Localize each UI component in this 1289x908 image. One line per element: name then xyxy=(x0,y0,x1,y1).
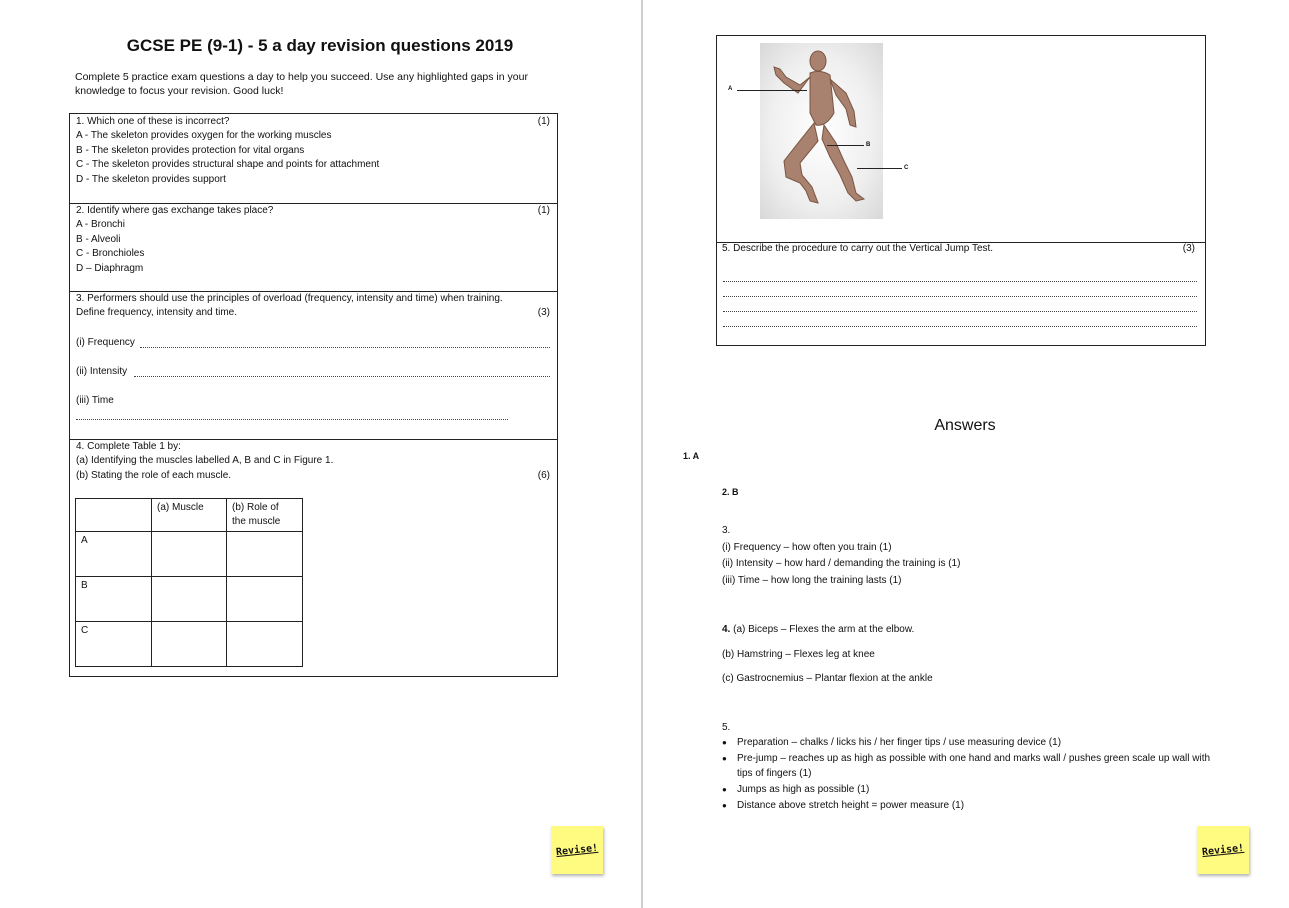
answer-5-bullet: ● Jumps as high as possible (1) xyxy=(722,782,1212,797)
answer-4 xyxy=(722,622,914,639)
option-b: B - The skeleton provides protection for vital organs xyxy=(76,145,305,156)
muscle-cell-b[interactable] xyxy=(152,577,227,622)
answer-5-number: 5. xyxy=(722,722,731,733)
intro-line: knowledge to focus your revision. Good luck! xyxy=(75,85,284,97)
table-header-role-line: the muscle xyxy=(232,516,281,527)
table-header-muscle: (a) Muscle xyxy=(152,499,227,532)
table-header-row xyxy=(76,499,303,532)
answer-4-a: (a) Biceps – Flexes the arm at the elbow. xyxy=(733,624,915,635)
time-label: (iii) Time xyxy=(76,395,114,406)
answer-5-bullet: ● Preparation – chalks / licks his / her finger tips / use measuring device (1) xyxy=(722,735,1212,750)
label-b: B xyxy=(866,142,871,148)
intro-line: Complete 5 practice exam questions a day to help you succeed. Use any highlighted gaps in your xyxy=(75,71,528,83)
answer-4-number: 4. xyxy=(722,624,731,635)
answer-line-4[interactable] xyxy=(723,326,1197,327)
frequency-answer-line[interactable] xyxy=(140,347,550,348)
revise-sticky-note xyxy=(1197,826,1249,874)
table-row xyxy=(76,622,303,667)
muscle-table xyxy=(75,498,303,667)
option-c: C - Bronchioles xyxy=(76,248,145,259)
label-a: A xyxy=(728,86,733,92)
intro-text xyxy=(75,70,550,98)
answer-3-intensity: (ii) Intensity – how hard / demanding the training is (1) xyxy=(722,558,961,569)
role-cell-c[interactable] xyxy=(227,622,303,667)
page-divider xyxy=(641,0,643,908)
option-a: A - Bronchi xyxy=(76,219,125,230)
question-4 xyxy=(70,439,557,677)
answers-heading: Answers xyxy=(934,417,996,434)
questions-box xyxy=(69,113,558,677)
question-3 xyxy=(70,291,557,440)
frequency-label: (i) Frequency xyxy=(76,337,135,348)
page-title: GCSE PE (9-1) - 5 a day revision questions 2019 xyxy=(126,36,514,55)
question-2 xyxy=(70,203,557,292)
question-3-text: 3. Performers should use the principles of overload (frequency, intensity and time) when training. xyxy=(76,293,503,304)
muscle-cell-a[interactable] xyxy=(152,532,227,577)
intensity-answer-line[interactable] xyxy=(134,376,550,377)
option-d: D – Diaphragm xyxy=(76,263,144,274)
table-row xyxy=(76,577,303,622)
question-4-text: 4. Complete Table 1 by: xyxy=(76,441,181,452)
answer-line-1[interactable] xyxy=(723,281,1197,282)
question-3-subtext: Define frequency, intensity and time. xyxy=(76,307,238,318)
row-label-b: B xyxy=(76,577,152,622)
revise-sticky-note xyxy=(551,826,603,874)
option-b: B - Alveoli xyxy=(76,234,121,245)
figure-left-leg xyxy=(784,123,818,203)
label-c: C xyxy=(904,165,909,171)
figure-question-box xyxy=(716,35,1206,346)
answer-5-bullet: ● Distance above stretch height = power measure (1) xyxy=(722,798,1212,813)
row-label-a: A xyxy=(76,532,152,577)
answer-line-3[interactable] xyxy=(723,311,1197,312)
question-3-mark: (3) xyxy=(537,307,550,318)
table-row xyxy=(76,532,303,577)
question-2-text: 2. Identify where gas exchange takes place? xyxy=(76,205,274,216)
answer-3-time: (iii) Time – how long the training lasts (1) xyxy=(722,574,902,586)
answer-1: 1. A xyxy=(683,451,700,461)
runner-muscle-illustration xyxy=(760,43,883,219)
revise-sticky-text: Revise! xyxy=(555,842,599,858)
question-4-part-b: (b) Stating the role of each muscle. xyxy=(76,470,232,481)
revise-sticky-text: Revise! xyxy=(1201,842,1245,858)
question-5-text: 5. Describe the procedure to carry out the Vertical Jump Test. xyxy=(722,243,994,254)
question-1 xyxy=(70,114,557,204)
answer-3 xyxy=(722,523,960,589)
answer-5-bullets xyxy=(722,735,1212,814)
figure-right-arm xyxy=(830,79,856,127)
question-1-text: 1. Which one of these is incorrect? xyxy=(76,116,230,127)
answer-4-b: (b) Hamstring – Flexes leg at knee xyxy=(722,649,875,660)
answer-5-bullet: ● Pre-jump – reaches up as high as possible with one hand and marks wall / pushes green scale up wall with tips of fingers (1) xyxy=(722,751,1212,781)
option-d: D - The skeleton provides support xyxy=(76,174,226,185)
time-answer-line[interactable] xyxy=(76,419,508,420)
figure-head xyxy=(810,51,826,71)
answer-4-a-line xyxy=(722,622,914,639)
question-4-mark: (6) xyxy=(537,470,550,481)
row-label-c: C xyxy=(76,622,152,667)
intensity-label: (ii) Intensity xyxy=(76,366,128,377)
question-5-mark: (3) xyxy=(1182,243,1195,254)
question-4-part-a: (a) Identifying the muscles labelled A, B and C in Figure 1. xyxy=(76,455,334,466)
figure-right-leg xyxy=(822,125,864,201)
question-1-mark: (1) xyxy=(537,116,550,127)
answer-3-frequency: (i) Frequency – how often you train (1) xyxy=(722,541,892,553)
role-cell-b[interactable] xyxy=(227,577,303,622)
table-header-blank xyxy=(76,499,152,532)
answer-line-2[interactable] xyxy=(723,296,1197,297)
answer-3-number: 3. xyxy=(722,525,731,536)
label-a-line xyxy=(737,90,807,91)
table-header-role xyxy=(227,499,303,532)
label-b-line xyxy=(827,145,864,146)
answer-4-c: (c) Gastrocnemius – Plantar flexion at the ankle xyxy=(722,673,933,684)
role-cell-a[interactable] xyxy=(227,532,303,577)
label-c-line xyxy=(857,168,902,169)
runner-anatomy-figure xyxy=(760,43,883,219)
muscle-cell-c[interactable] xyxy=(152,622,227,667)
table-header-role-line: (b) Role of xyxy=(232,502,279,513)
option-a: A - The skeleton provides oxygen for the working muscles xyxy=(76,130,332,141)
option-c: C - The skeleton provides structural shape and points for attachment xyxy=(76,159,380,170)
answer-2: 2. B xyxy=(722,487,739,497)
question-2-mark: (1) xyxy=(537,205,550,216)
